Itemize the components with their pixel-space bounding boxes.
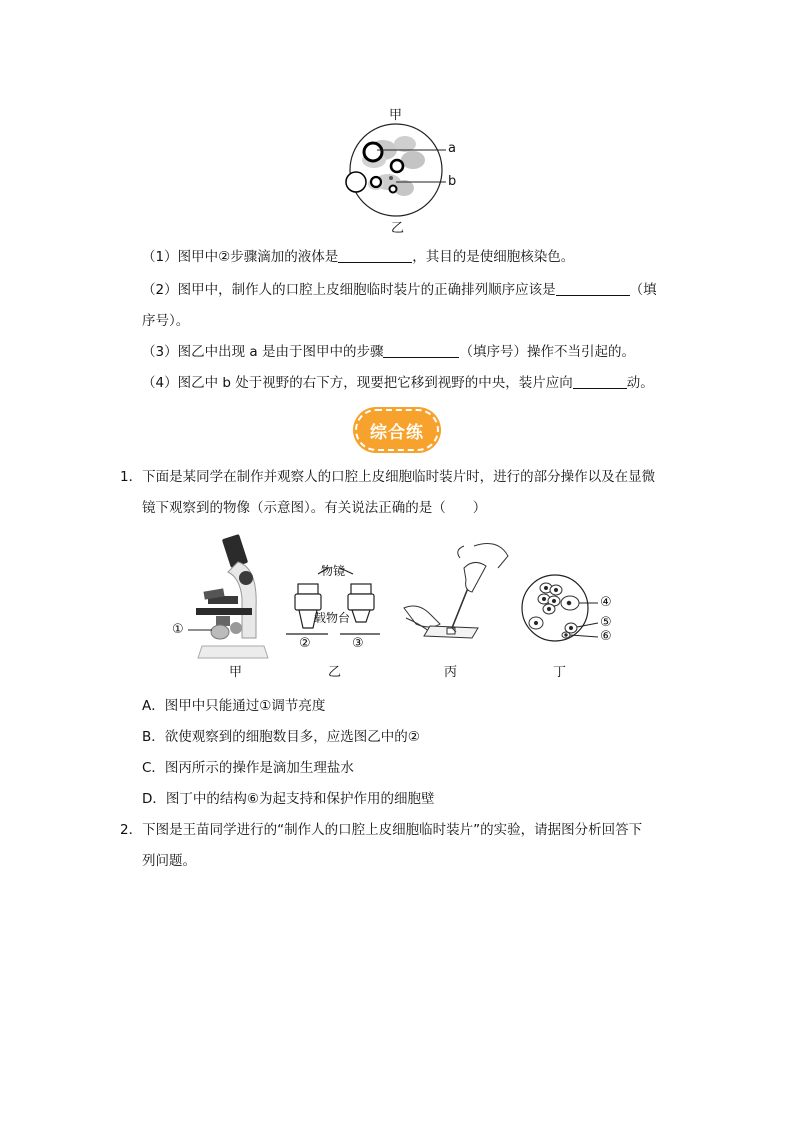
figure-bottom-label: 乙 [391, 221, 405, 236]
label-zaiwutai: 载物台 [314, 611, 351, 625]
q2-stem-line1: 2．下图是王苗同学进行的“制作人的口腔上皮细胞临时装片”的实验，请据图分析回答下 [120, 822, 643, 838]
sub-question-2-cont: 序号）。 [142, 313, 190, 329]
q1-figure [168, 528, 628, 678]
microscope-drawing [188, 534, 268, 658]
answer-blank[interactable] [573, 374, 627, 389]
section-badge [355, 409, 439, 451]
sub-question-1: （1）图甲中②步骤滴加的液体是 ，其目的是使细胞核染色。 [142, 249, 575, 265]
caption-bing: 丙 [444, 665, 458, 680]
marker-3: ③ [352, 636, 364, 651]
cells-field-drawing [522, 575, 598, 641]
label-a: a [448, 141, 456, 156]
q1-option-d[interactable]: D．图丁中的结构⑥为起支持和保护作用的细胞壁 [142, 791, 435, 807]
marker-5: ⑤ [600, 615, 612, 630]
label-b: b [448, 174, 457, 189]
dropper-drawing [404, 544, 508, 638]
sub-question-4: （4）图乙中 b 处于视野的右下方，现要把它移到视野的中央，装片应向 动。 [142, 375, 654, 391]
answer-blank[interactable] [556, 281, 630, 296]
sub-question-2: （2）图甲中，制作人的口腔上皮细胞临时装片的正确排列顺序应该是 （填 [142, 282, 657, 298]
q1-option-c[interactable]: C．图丙所示的操作是滴加生理盐水 [142, 760, 354, 776]
answer-blank[interactable] [338, 248, 412, 263]
answer-blank[interactable] [383, 343, 459, 358]
q1-stem-line2: 镜下观察到的物像（示意图）。有关说法正确的是（ ） [142, 500, 487, 516]
marker-1: ① [172, 622, 184, 637]
caption-yi: 乙 [328, 665, 342, 680]
figure-top-label: 甲 [389, 108, 403, 123]
q1-option-b[interactable]: B．欲使观察到的细胞数目多，应选图乙中的② [142, 729, 420, 745]
field-of-view-figure [330, 100, 470, 235]
marker-6: ⑥ [600, 629, 612, 644]
caption-ding: 丁 [553, 665, 567, 680]
marker-2: ② [299, 636, 311, 651]
label-wujing: 物镜 [321, 564, 346, 578]
q2-number: 2． [120, 822, 143, 838]
q1-figure-drawing [168, 528, 628, 678]
marker-4: ④ [600, 595, 612, 610]
section-badge-label: 综合练 [370, 422, 424, 443]
q1-stem-line1: 1．下面是某同学在制作并观察人的口腔上皮细胞临时装片时，进行的部分操作以及在显微 [120, 469, 656, 485]
q1-option-a[interactable]: A．图甲中只能通过①调节亮度 [142, 698, 326, 714]
q2-stem-line2: 列问题。 [142, 853, 196, 869]
q1-number: 1． [120, 469, 143, 485]
caption-jia: 甲 [229, 665, 243, 680]
sub-question-3: （3）图乙中出现 a 是由于图甲中的步骤 （填序号）操作不当引起的。 [142, 344, 635, 360]
